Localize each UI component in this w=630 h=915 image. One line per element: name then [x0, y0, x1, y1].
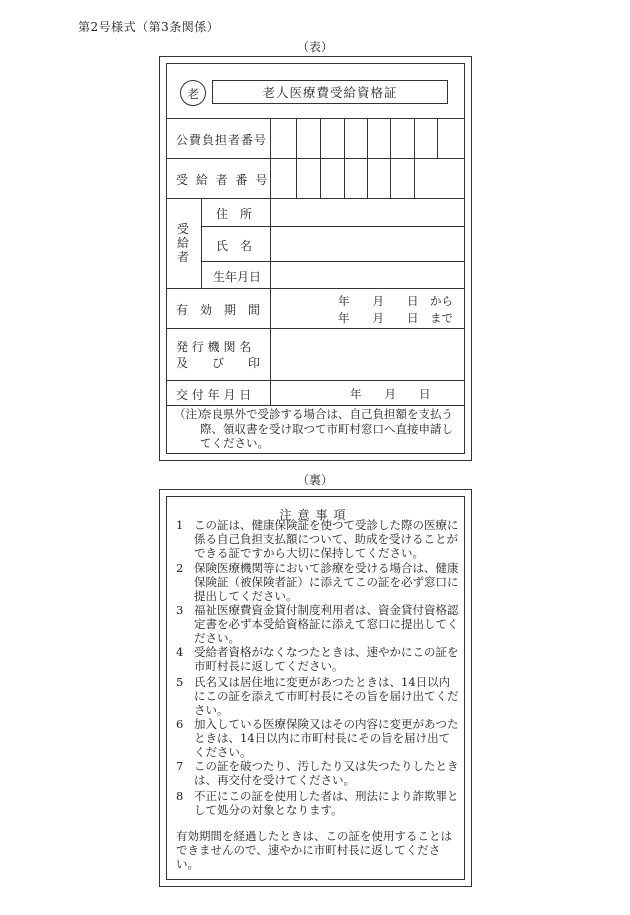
issuer-label-line2: 及 び 印	[176, 356, 261, 370]
row-divider	[166, 328, 465, 329]
issue-date-value: 年 月 日	[350, 387, 431, 401]
digit-cell-divider	[437, 118, 438, 158]
notice-item-text: 加入している医療保険又はその内容に変更があつたときは、14日以内に市町村長にその旨を届け出てください。	[194, 717, 459, 759]
row-divider	[166, 288, 465, 289]
notice-item-number: 8	[176, 789, 184, 803]
front-side-label: （表）	[296, 40, 333, 54]
digit-cell-divider	[296, 118, 297, 198]
column-divider	[201, 198, 202, 288]
validity-period-label: 有 効 期 間	[176, 303, 261, 317]
row-divider	[166, 158, 465, 159]
issue-date-label: 交 付 年 月 日	[176, 388, 252, 402]
recipient-group-label: 受給者	[177, 222, 190, 264]
card-title: 老人医療費受給資格証	[212, 80, 448, 104]
notice-item-number: 6	[176, 717, 184, 731]
notice-item-text: 氏名又は居住地に変更があつたときは、14日以内にこの証を添えて市町村長にその旨を届け出てください。	[194, 675, 459, 717]
notice-item-text: この証を破つたり、汚したり又は失つたりしたときは、再交付を受けてください。	[194, 759, 459, 787]
row-divider	[166, 405, 465, 406]
row-divider	[201, 226, 465, 227]
validity-from: 年 月 日 から	[338, 294, 453, 308]
elderly-mark-icon: 老	[180, 80, 206, 106]
validity-to: 年 月 日 まで	[338, 311, 453, 325]
digit-cell-divider	[367, 118, 368, 198]
name-label: 氏 名	[216, 239, 253, 253]
digit-cell-divider	[390, 118, 391, 198]
notice-item-text: 受給者資格がなくなつたときは、速やかにこの証を市町村長に返してください。	[194, 645, 459, 673]
notice-item-text: 保険医療機関等において診療を受ける場合は、健康保険証（被保険者証）に添えてこの証を必ず窓口に提出してください。	[194, 561, 459, 603]
address-label: 住 所	[216, 207, 253, 221]
recipient-number-label: 受 給 者 番 号	[176, 173, 270, 187]
notice-item-text: 福祉医療費資金貸付制度利用者は、資金貸付資格認定書を必ず本受給資格証に添えて窓口に提出してください。	[194, 603, 459, 645]
notice-item-number: 4	[176, 645, 184, 659]
note-text: 奈良県外で受診する場合は、自己負担額を支払う際、領収書を受け取つて市町村窓口へ直接申請してください。	[200, 407, 453, 450]
notice-item-text: この証は、健康保険証を使つて受診した際の医療に係る自己負担支払額について、助成を受けることができる証ですから大切に保持してください。	[194, 518, 459, 560]
notice-item-number: 2	[176, 561, 184, 575]
back-side-label: （裏）	[296, 473, 333, 487]
column-divider	[270, 118, 271, 405]
digit-cell-divider	[320, 118, 321, 198]
row-divider	[166, 380, 465, 381]
notice-title: 注意事項	[279, 508, 352, 522]
notice-item-number: 3	[176, 603, 184, 617]
note-prefix: （注）	[174, 407, 209, 421]
row-divider	[201, 261, 465, 262]
birthdate-label: 生年月日	[213, 270, 262, 284]
digit-cell-divider	[344, 118, 345, 198]
notice-item-number: 1	[176, 518, 184, 532]
row-divider	[166, 118, 465, 119]
notice-item-number: 5	[176, 675, 184, 689]
issuer-label-line1: 発 行 機 関 名	[176, 340, 252, 354]
form-number: 第2号様式（第3条関係）	[78, 20, 220, 34]
expiry-footer-note: 有効期間を経過したときは、この証を使用することはできませんので、速やかに市町村長に返してください。	[176, 829, 452, 871]
notice-item-text: 不正にこの証を使用した者は、刑法により詐欺罪として処分の対象となります。	[194, 789, 459, 817]
row-divider	[166, 198, 465, 199]
notice-item-number: 7	[176, 759, 184, 773]
digit-cell-divider	[414, 118, 415, 198]
public-payer-number-label: 公費負担者番号	[176, 133, 268, 147]
